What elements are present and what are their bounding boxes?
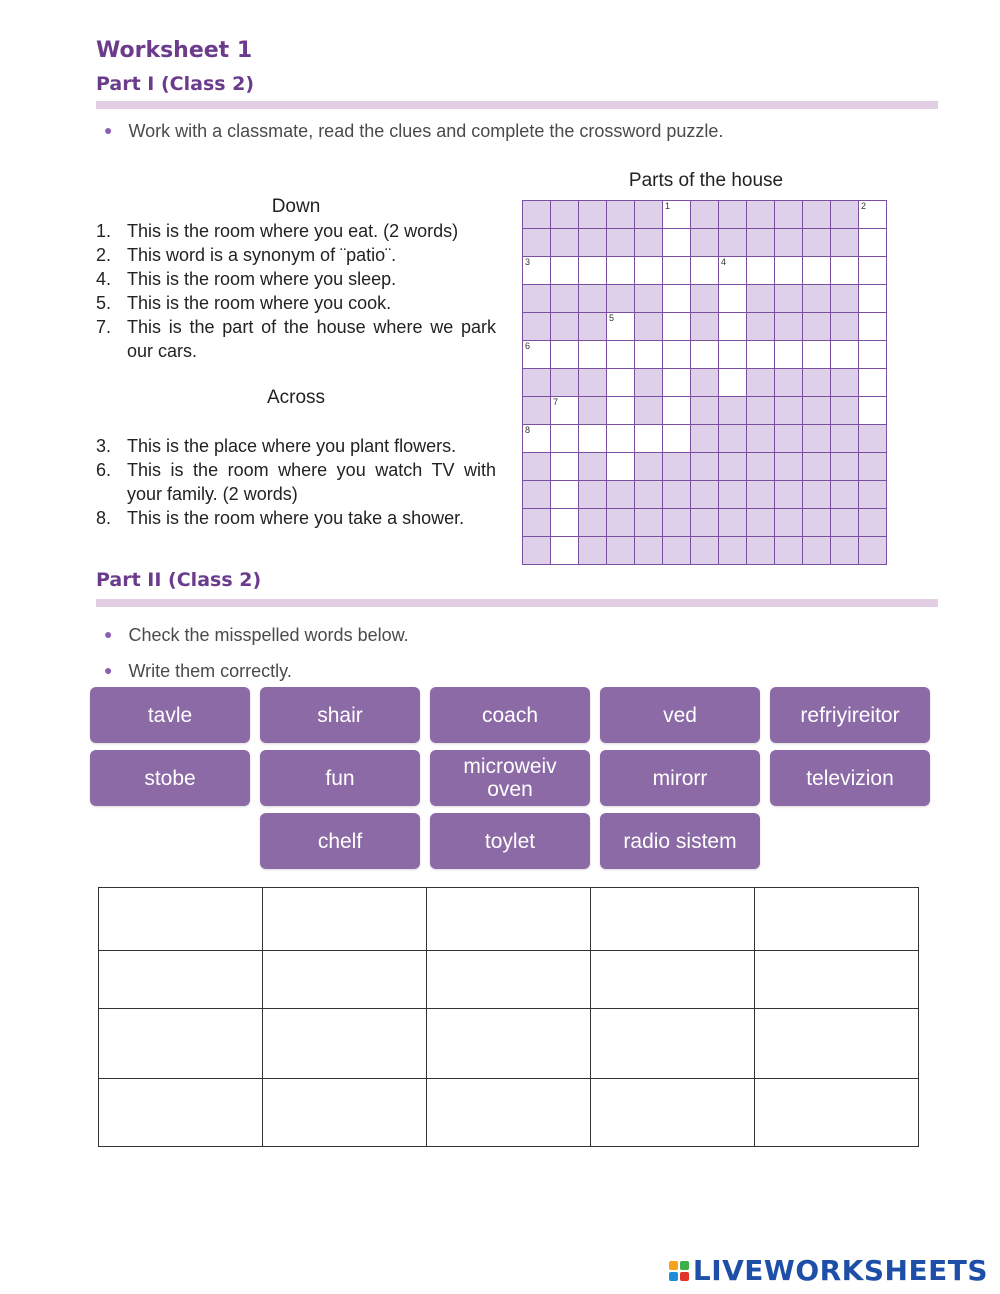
crossword-block xyxy=(635,453,663,481)
crossword-block xyxy=(579,397,607,425)
part1-instruction-text: Work with a classmate, read the clues and complete the crossword puzzle. xyxy=(128,121,724,141)
answer-cell[interactable] xyxy=(427,1009,591,1079)
crossword-block xyxy=(831,537,859,565)
crossword-cell[interactable] xyxy=(579,425,607,453)
crossword-number: 8 xyxy=(525,425,531,435)
crossword-block xyxy=(579,537,607,565)
crossword-cell[interactable] xyxy=(859,201,887,229)
crossword-block xyxy=(775,537,803,565)
crossword-block xyxy=(635,481,663,509)
liveworksheets-logo xyxy=(669,1254,988,1287)
crossword-cell[interactable] xyxy=(859,397,887,425)
answer-cell[interactable] xyxy=(591,951,755,1009)
word-tile: microweiv oven xyxy=(430,750,590,806)
crossword-block xyxy=(775,481,803,509)
logo-mark-tile xyxy=(680,1272,689,1281)
part2-title: Part II (Class 2) xyxy=(96,569,262,591)
crossword-cell[interactable] xyxy=(607,397,635,425)
crossword-cell[interactable] xyxy=(551,397,579,425)
answer-row xyxy=(99,951,919,1009)
crossword-cell[interactable] xyxy=(551,425,579,453)
crossword-block xyxy=(691,509,719,537)
crossword-block xyxy=(523,397,551,425)
crossword-number: 5 xyxy=(609,313,615,323)
crossword-block xyxy=(747,285,775,313)
crossword-cell[interactable] xyxy=(551,257,579,285)
crossword-number: 2 xyxy=(861,201,867,211)
crossword-cell[interactable] xyxy=(691,341,719,369)
crossword-block xyxy=(691,369,719,397)
crossword-block xyxy=(691,537,719,565)
crossword-block xyxy=(831,285,859,313)
crossword-block xyxy=(635,229,663,257)
word-tile: refriyireitor xyxy=(770,687,930,743)
word-tile: stobe xyxy=(90,750,250,806)
crossword-cell[interactable] xyxy=(607,369,635,397)
bullet-icon: ● xyxy=(104,122,113,138)
part2-instruction-text: Write them correctly. xyxy=(128,661,292,681)
down-heading: Down xyxy=(271,196,321,217)
crossword-cell[interactable] xyxy=(663,229,691,257)
crossword-block xyxy=(607,537,635,565)
crossword-cell[interactable] xyxy=(607,341,635,369)
crossword-block xyxy=(691,285,719,313)
crossword-block xyxy=(859,509,887,537)
crossword-cell[interactable] xyxy=(635,425,663,453)
crossword-cell[interactable] xyxy=(635,257,663,285)
answer-cell[interactable] xyxy=(591,1079,755,1147)
word-tile: shair xyxy=(260,687,420,743)
answer-row xyxy=(99,1079,919,1147)
part2-instruction xyxy=(104,661,292,682)
part2-instruction-text: Check the misspelled words below. xyxy=(128,625,409,645)
answer-cell[interactable] xyxy=(755,951,919,1009)
crossword-block xyxy=(635,201,663,229)
crossword-block xyxy=(607,509,635,537)
crossword-block xyxy=(579,285,607,313)
crossword-block xyxy=(775,397,803,425)
crossword-cell[interactable] xyxy=(607,313,635,341)
crossword-block xyxy=(803,313,831,341)
answer-cell[interactable] xyxy=(263,1009,427,1079)
word-tile: radio sistem xyxy=(600,813,760,869)
word-tile: chelf xyxy=(260,813,420,869)
crossword-block xyxy=(635,285,663,313)
crossword-block xyxy=(719,537,747,565)
crossword-cell[interactable] xyxy=(663,397,691,425)
crossword-block xyxy=(719,453,747,481)
crossword-cell[interactable] xyxy=(607,425,635,453)
word-tile: ved xyxy=(600,687,760,743)
crossword-block xyxy=(691,425,719,453)
logo-text: LIVEWORKSHEETS xyxy=(692,1254,988,1287)
crossword-number: 4 xyxy=(721,257,727,267)
word-tile: toylet xyxy=(430,813,590,869)
crossword-block xyxy=(747,509,775,537)
down-clue: 2. This word is a synonym of ¨patio¨. xyxy=(96,245,397,265)
crossword-block xyxy=(579,369,607,397)
crossword-cell[interactable] xyxy=(719,257,747,285)
crossword-cell[interactable] xyxy=(719,341,747,369)
crossword-block xyxy=(803,201,831,229)
crossword-block xyxy=(523,313,551,341)
down-clue: 7. This is the part of the house where we park our cars. xyxy=(96,317,496,361)
crossword-block xyxy=(523,537,551,565)
crossword-cell[interactable] xyxy=(691,257,719,285)
crossword-block xyxy=(551,313,579,341)
crossword-cell[interactable] xyxy=(775,341,803,369)
bullet-icon: ● xyxy=(104,626,113,642)
crossword-block xyxy=(579,201,607,229)
crossword-cell[interactable] xyxy=(747,341,775,369)
crossword-block xyxy=(607,229,635,257)
crossword-cell[interactable] xyxy=(551,509,579,537)
crossword-block xyxy=(551,285,579,313)
crossword-block xyxy=(775,201,803,229)
crossword-cell[interactable] xyxy=(663,425,691,453)
crossword-block xyxy=(747,201,775,229)
crossword-block xyxy=(635,369,663,397)
crossword-cell[interactable] xyxy=(775,257,803,285)
crossword-block xyxy=(859,425,887,453)
crossword-block xyxy=(747,397,775,425)
crossword-cell[interactable] xyxy=(719,313,747,341)
crossword-block xyxy=(607,285,635,313)
answer-row xyxy=(99,888,919,951)
crossword-block xyxy=(831,397,859,425)
logo-mark-tile xyxy=(669,1272,678,1281)
crossword-block xyxy=(691,481,719,509)
crossword-block xyxy=(691,201,719,229)
crossword-block xyxy=(803,537,831,565)
crossword-block xyxy=(523,369,551,397)
logo-mark-tile xyxy=(669,1261,678,1270)
crossword-block xyxy=(635,537,663,565)
crossword-block xyxy=(579,229,607,257)
crossword-block xyxy=(523,509,551,537)
crossword-block xyxy=(691,313,719,341)
down-clue: 4. This is the room where you sleep. xyxy=(96,269,397,289)
crossword-block xyxy=(635,509,663,537)
crossword-block xyxy=(831,509,859,537)
crossword-block xyxy=(523,229,551,257)
crossword-block xyxy=(523,201,551,229)
across-clue-list xyxy=(96,434,496,530)
crossword-cell[interactable] xyxy=(831,341,859,369)
crossword-cell[interactable] xyxy=(859,369,887,397)
logo-mark-tile xyxy=(680,1261,689,1270)
crossword-block xyxy=(747,369,775,397)
crossword-cell[interactable] xyxy=(663,313,691,341)
crossword-block xyxy=(747,425,775,453)
crossword-block xyxy=(803,285,831,313)
answer-cell[interactable] xyxy=(263,951,427,1009)
word-tile: mirorr xyxy=(600,750,760,806)
crossword-block xyxy=(831,425,859,453)
crossword-block xyxy=(747,313,775,341)
crossword-number: 6 xyxy=(525,341,531,351)
crossword-block xyxy=(803,425,831,453)
crossword-block xyxy=(719,425,747,453)
word-tile: coach xyxy=(430,687,590,743)
crossword-cell[interactable] xyxy=(663,341,691,369)
crossword-block xyxy=(747,229,775,257)
crossword-block xyxy=(719,397,747,425)
crossword-cell[interactable] xyxy=(579,341,607,369)
crossword-cell[interactable] xyxy=(859,229,887,257)
crossword-block xyxy=(719,201,747,229)
crossword-block xyxy=(859,453,887,481)
crossword-cell[interactable] xyxy=(859,257,887,285)
crossword-block xyxy=(663,481,691,509)
crossword-block xyxy=(579,453,607,481)
crossword-block xyxy=(803,509,831,537)
crossword-block xyxy=(579,481,607,509)
word-tile: televizion xyxy=(770,750,930,806)
crossword-cell[interactable] xyxy=(551,341,579,369)
answer-cell[interactable] xyxy=(591,888,755,951)
crossword-cell[interactable] xyxy=(551,537,579,565)
word-tiles xyxy=(90,687,930,869)
crossword-block xyxy=(663,509,691,537)
across-heading: Across xyxy=(266,387,326,408)
crossword-block xyxy=(775,369,803,397)
down-clue: 5. This is the room where you cook. xyxy=(96,293,392,313)
answer-cell[interactable] xyxy=(263,888,427,951)
crossword-block xyxy=(635,397,663,425)
crossword-cell[interactable] xyxy=(607,453,635,481)
answer-cell[interactable] xyxy=(427,951,591,1009)
crossword-cell[interactable] xyxy=(803,257,831,285)
crossword-block xyxy=(747,537,775,565)
crossword-block xyxy=(831,453,859,481)
across-clue: 8. This is the room where you take a shower. xyxy=(96,508,465,528)
answer-row xyxy=(99,1009,919,1079)
crossword-block xyxy=(579,509,607,537)
crossword-block xyxy=(775,229,803,257)
crossword-block xyxy=(859,481,887,509)
crossword-block xyxy=(663,537,691,565)
crossword-block xyxy=(831,481,859,509)
crossword-block xyxy=(775,313,803,341)
part2-divider xyxy=(96,599,938,607)
part1-instruction xyxy=(104,121,723,142)
answer-cell[interactable] xyxy=(755,1079,919,1147)
crossword-block xyxy=(691,397,719,425)
crossword-block xyxy=(691,453,719,481)
crossword-block xyxy=(607,201,635,229)
down-clue-list xyxy=(96,219,496,363)
crossword-block xyxy=(775,453,803,481)
crossword-cell[interactable] xyxy=(551,453,579,481)
answer-cell[interactable] xyxy=(99,951,263,1009)
crossword-block xyxy=(831,369,859,397)
crossword-block xyxy=(831,201,859,229)
crossword-block xyxy=(663,453,691,481)
crossword-block xyxy=(719,229,747,257)
answer-cell[interactable] xyxy=(99,1079,263,1147)
crossword-block xyxy=(831,313,859,341)
crossword-cell[interactable] xyxy=(831,257,859,285)
crossword-block xyxy=(803,453,831,481)
crossword-block xyxy=(775,509,803,537)
crossword-cell[interactable] xyxy=(859,285,887,313)
across-clue: 6. This is the room where you watch TV with your family. (2 words) xyxy=(96,460,496,504)
part2-instruction xyxy=(104,625,409,646)
crossword-block xyxy=(775,425,803,453)
part1-divider xyxy=(96,101,938,109)
logo-mark-icon xyxy=(669,1261,689,1281)
crossword-block xyxy=(719,481,747,509)
crossword-block xyxy=(607,481,635,509)
crossword-cell[interactable] xyxy=(663,201,691,229)
crossword-number: 1 xyxy=(665,201,671,211)
answer-cell[interactable] xyxy=(99,888,263,951)
crossword-cell[interactable] xyxy=(523,425,551,453)
crossword-cell[interactable] xyxy=(663,257,691,285)
crossword-block xyxy=(551,369,579,397)
crossword-block xyxy=(803,481,831,509)
crossword-block xyxy=(635,313,663,341)
crossword-cell[interactable] xyxy=(663,285,691,313)
crossword-cell[interactable] xyxy=(551,481,579,509)
answer-cell[interactable] xyxy=(427,1079,591,1147)
word-tile: fun xyxy=(260,750,420,806)
crossword-block xyxy=(719,509,747,537)
answer-cell[interactable] xyxy=(755,1009,919,1079)
crossword-block xyxy=(831,229,859,257)
crossword-cell[interactable] xyxy=(747,257,775,285)
crossword-block xyxy=(859,537,887,565)
part1-title: Part I (Class 2) xyxy=(96,73,255,95)
answer-cell[interactable] xyxy=(427,888,591,951)
word-tile: tavle xyxy=(90,687,250,743)
crossword-number: 7 xyxy=(553,397,559,407)
crossword-block xyxy=(551,201,579,229)
crossword-block xyxy=(803,229,831,257)
down-clue: 1. This is the room where you eat. (2 words) xyxy=(96,221,459,241)
crossword-cell[interactable] xyxy=(635,341,663,369)
answer-table xyxy=(98,887,919,1147)
crossword-block xyxy=(551,229,579,257)
crossword-block xyxy=(579,313,607,341)
crossword-cell[interactable] xyxy=(719,369,747,397)
crossword-block xyxy=(803,397,831,425)
crossword-block xyxy=(803,369,831,397)
crossword-cell[interactable] xyxy=(719,285,747,313)
crossword-block xyxy=(691,229,719,257)
answer-cell[interactable] xyxy=(263,1079,427,1147)
crossword-block xyxy=(747,481,775,509)
crossword-cell[interactable] xyxy=(859,341,887,369)
bullet-icon: ● xyxy=(104,662,113,678)
crossword-cell[interactable] xyxy=(579,257,607,285)
crossword-block xyxy=(523,285,551,313)
crossword-cell[interactable] xyxy=(859,313,887,341)
crossword-cell[interactable] xyxy=(663,369,691,397)
answer-cell[interactable] xyxy=(591,1009,755,1079)
crossword-cell[interactable] xyxy=(803,341,831,369)
crossword-block xyxy=(747,453,775,481)
worksheet-title: Worksheet 1 xyxy=(96,38,253,63)
across-clue: 3. This is the place where you plant flowers. xyxy=(96,436,457,456)
crossword-cell[interactable] xyxy=(523,257,551,285)
answer-cell[interactable] xyxy=(755,888,919,951)
crossword-block xyxy=(523,481,551,509)
crossword-block xyxy=(523,453,551,481)
crossword-block xyxy=(775,285,803,313)
answer-cell[interactable] xyxy=(99,1009,263,1079)
crossword-cell[interactable] xyxy=(523,341,551,369)
crossword-grid xyxy=(522,200,887,565)
crossword-title: Parts of the house xyxy=(628,170,784,191)
crossword-number: 3 xyxy=(525,257,531,267)
crossword-cell[interactable] xyxy=(607,257,635,285)
